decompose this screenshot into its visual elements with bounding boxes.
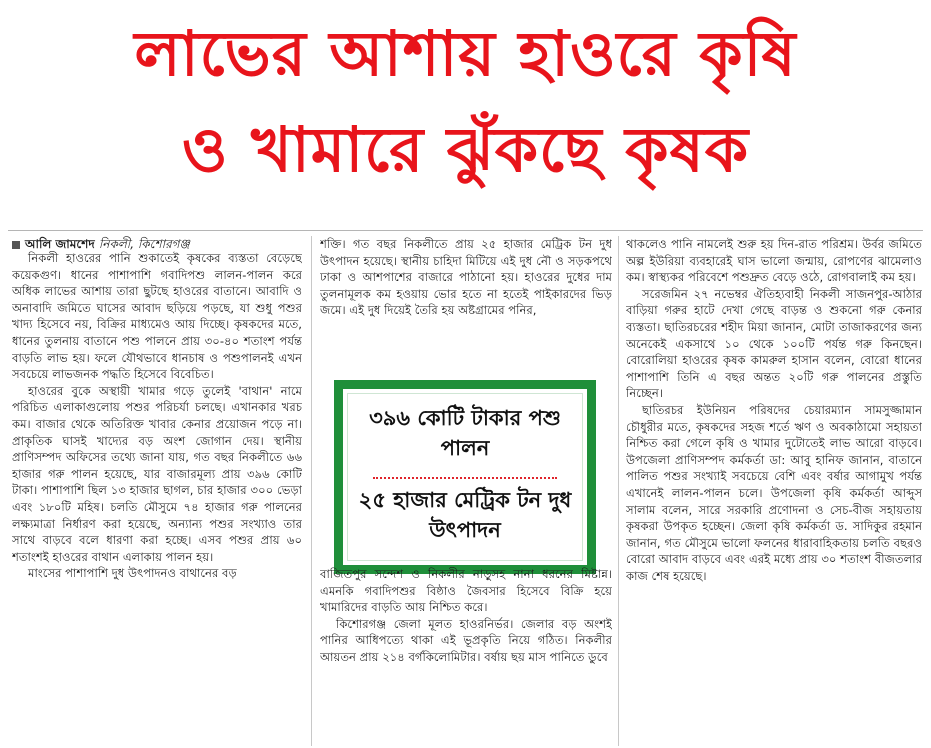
article-column-2-top (320, 236, 612, 364)
highlight-box (334, 380, 596, 574)
paragraph: ছাতিরচর ইউনিয়ন পরিষদের চেয়ারম্যান সামসুজ্জামান চৌধুরীর মতে, কৃষকদের সহজ শর্তে ঋণ ও অবকাঠামো সহায়তা নিশ্চিত করা গেলে কৃষি ও খামার দুটোতেই লাভ আরো বাড়বে। উপজেলা প্রাণিসম্পদ কর্মকর্তা ডা: আবু হানিফ জানান, বাতানে পালিত পশুর সংখ্যাই সবচেয়ে বেশি এবং বর্ষার আগামুখ পর্যন্ত এখানেই লালন-পালন চলে। উপজেলা কৃষি কর্মকর্তা আব্দুস সালাম বলেন, সারে সরকারি প্রণোদনা ও সেচ-বীজ সহায়তায় কৃষকরা উপকৃত হচ্ছেন। জেলা কৃষি কর্মকর্তা ড. সাদিকুর রহমান জানান, গত মৌসুমে ভালো ফলনের ধারাবাহিকতায় চলতি বছরও বোরো আবাদ বাড়বে এবং এরই মধ্যে প্রায় ৩০ শতাংশ বীজতলার কাজ শেষ হয়েছে। (626, 402, 922, 583)
headline (0, 6, 931, 198)
paragraph: কিশোরগঞ্জ জেলা মূলত হাওরনির্ভর। জেলার বড় অংশই পানির আধিপত্যে থাকা এই ভূপ্রকৃতি নিয়ে গঠিত। নিকলীর আয়তন প্রায় ২১৪ বর্গকিলোমিটার। বর্ষায় ছয় মাস পানিতে ডুবে (320, 616, 612, 664)
headline-line-1: লাভের আশায় হাওরে কৃষি (134, 17, 797, 90)
highlight-line-1: ৩৯৬ কোটি টাকার পশু পালন (369, 406, 561, 460)
paragraph: হাওরের বুকে অস্থায়ী খামার গড়ে তুলেই 'বাথান' নামে পরিচিত এলাকাগুলোয় পশুর পরিচর্যা চলছে। এখানকার খরচ কম। বাজার থেকে অতিরিক্ত খাবার কেনার প্রয়োজন পড়ে না। প্রাকৃতিক ঘাসই খাদ্যের বড় অংশ জোগান দেয়। স্থানীয় প্রাণিসম্পদ অফিসের তথ্যে জানা যায়, গত বছর নিকলীতে ৬৬ হাজার গরু পালন হয়েছে, যার বাজারমূল্য প্রায় ৩৯৬ কোটি টাকা। পাশাপাশি ছিল ১৩ হাজার ছাগল, চার হাজার ৩০০ ভেড়া এবং ১৮০টি মহিষ। চলতি মৌসুমে ৭৪ হাজার গরু পালনের লক্ষ্যমাত্রা নির্ধারণ করা হয়েছে, অন্যান্য পশুর সংখ্যাও তার সাথে বাড়বে বলে ধারণা করা হচ্ছে। এসব পশুর প্রায় ৬০ শতাংশই হাওরের বাথান এলাকায় পালন হয়। (12, 383, 302, 564)
byline-author: আলি জামশেদ (25, 237, 95, 251)
headline-line-2: ও খামারে ঝুঁকছে কৃষক (181, 113, 750, 186)
article-column-3 (626, 236, 922, 746)
paragraph: সরেজমিন ২৭ নভেম্বর ঐতিহ্যবাহী নিকলী সাজনপুর-আঠার বাড়িয়া গরুর হাটে দেখা গেছে বাড়ন্ত ও শুকনো গরু কেনার ব্যস্ততা। ছাতিরচরের শহীদ মিয়া জানান, মোটা তাজাকরণের জন্য অনেকেই একসাথে ১০ থেকে ১০০টি পর্যন্ত গরু কিনছেন। বোরোলিয়া হাওরের কৃষক কামরুল হাসান বলেন, বোরো ধানের পাশাপাশি তিনি এ বছর অন্তত ২০টি গরু পালনের প্রস্তুতি নিচ্ছেন। (626, 286, 922, 401)
paragraph: নিকলী হাওরের পানি শুকাতেই কৃষকের ব্যস্ততা বেড়েছে কয়েকগুণ। ধানের পাশাপাশি গবাদিপশু লালন-পালন করে অধিক লাভের আশায় তারা ছুটছে হাওরের বাতানে। আবাদি ও অনাবাদি জমিতে ঘাসের আবাদ ছড়িয়ে পড়ছে, যা শুধু পশুর খাদ্য হিসেবে নয়, বিক্রির মাধ্যমেও আয় দিচ্ছে। কৃষকদের মতে, ধানের তুলনায় বাতানে পশু পালনে প্রায় ৩০-৪০ শতাংশ পর্যন্ত বাড়তি লাভ হয়। ফলে যৌথভাবে ধানচাষ ও পশুপালনই এখন সবচেয়ে লাভজনক পদ্ধতি হিসেবে বিবেচিত। (12, 251, 302, 382)
column-divider-2 (618, 236, 619, 746)
byline-location: নিকলী, কিশোরগঞ্জ (98, 237, 190, 251)
paragraph: মাংসের পাশাপাশি দুধ উৎপাদনও বাথানের বড় (28, 566, 237, 581)
bullet-icon (12, 241, 20, 249)
article-column-2-bottom (320, 566, 612, 746)
top-divider (8, 230, 923, 231)
column-divider-1 (311, 236, 312, 746)
highlight-separator (373, 477, 557, 479)
paragraph: বাজিতপুর সন্দেশ ও নিকলীর নাড়ুসহ নানা ধরনের মিষ্টান্ন। এমনকি গবাদিপশুর বিষ্ঠাও জৈবসার হিসেবে বিক্রি হয়ে খামারিদের বাড়তি আয় নিশ্চিত করে। (320, 567, 612, 615)
highlight-line-2: ২৫ হাজার মেট্রিক টন দুধ উৎপাদন (358, 488, 572, 542)
paragraph: থাকলেও পানি নামলেই শুরু হয় দিন-রাত পরিশ্রম। উর্বর জমিতে অল্প ইউরিয়া ব্যবহারেই ঘাস ভালো জন্মায়, রোপণের ঝামেলাও কম। স্বাস্থ্যকর পরিবেশে পশুদ্রুত বেড়ে ওঠে, রোগবালাই কম হয়। (626, 237, 922, 285)
paragraph: শক্তি। গত বছর নিকলীতে প্রায় ২৫ হাজার মেট্রিক টন দুধ উৎপাদন হয়েছে। স্থানীয় চাহিদা মিটিয়ে এই দুধ নৌ ও সড়কপথে ঢাকা ও আশপাশের বাজারে পাঠানো হয়। হাওরের দুধের দাম তুলনামূলক কম হওয়ায় ভোর হতে না হতেই পাইকারদের ভিড় জমে। এই দুধ দিয়েই তৈরি হয় অষ্টগ্রামের পনির, (320, 237, 612, 318)
article-column-1 (12, 250, 302, 746)
